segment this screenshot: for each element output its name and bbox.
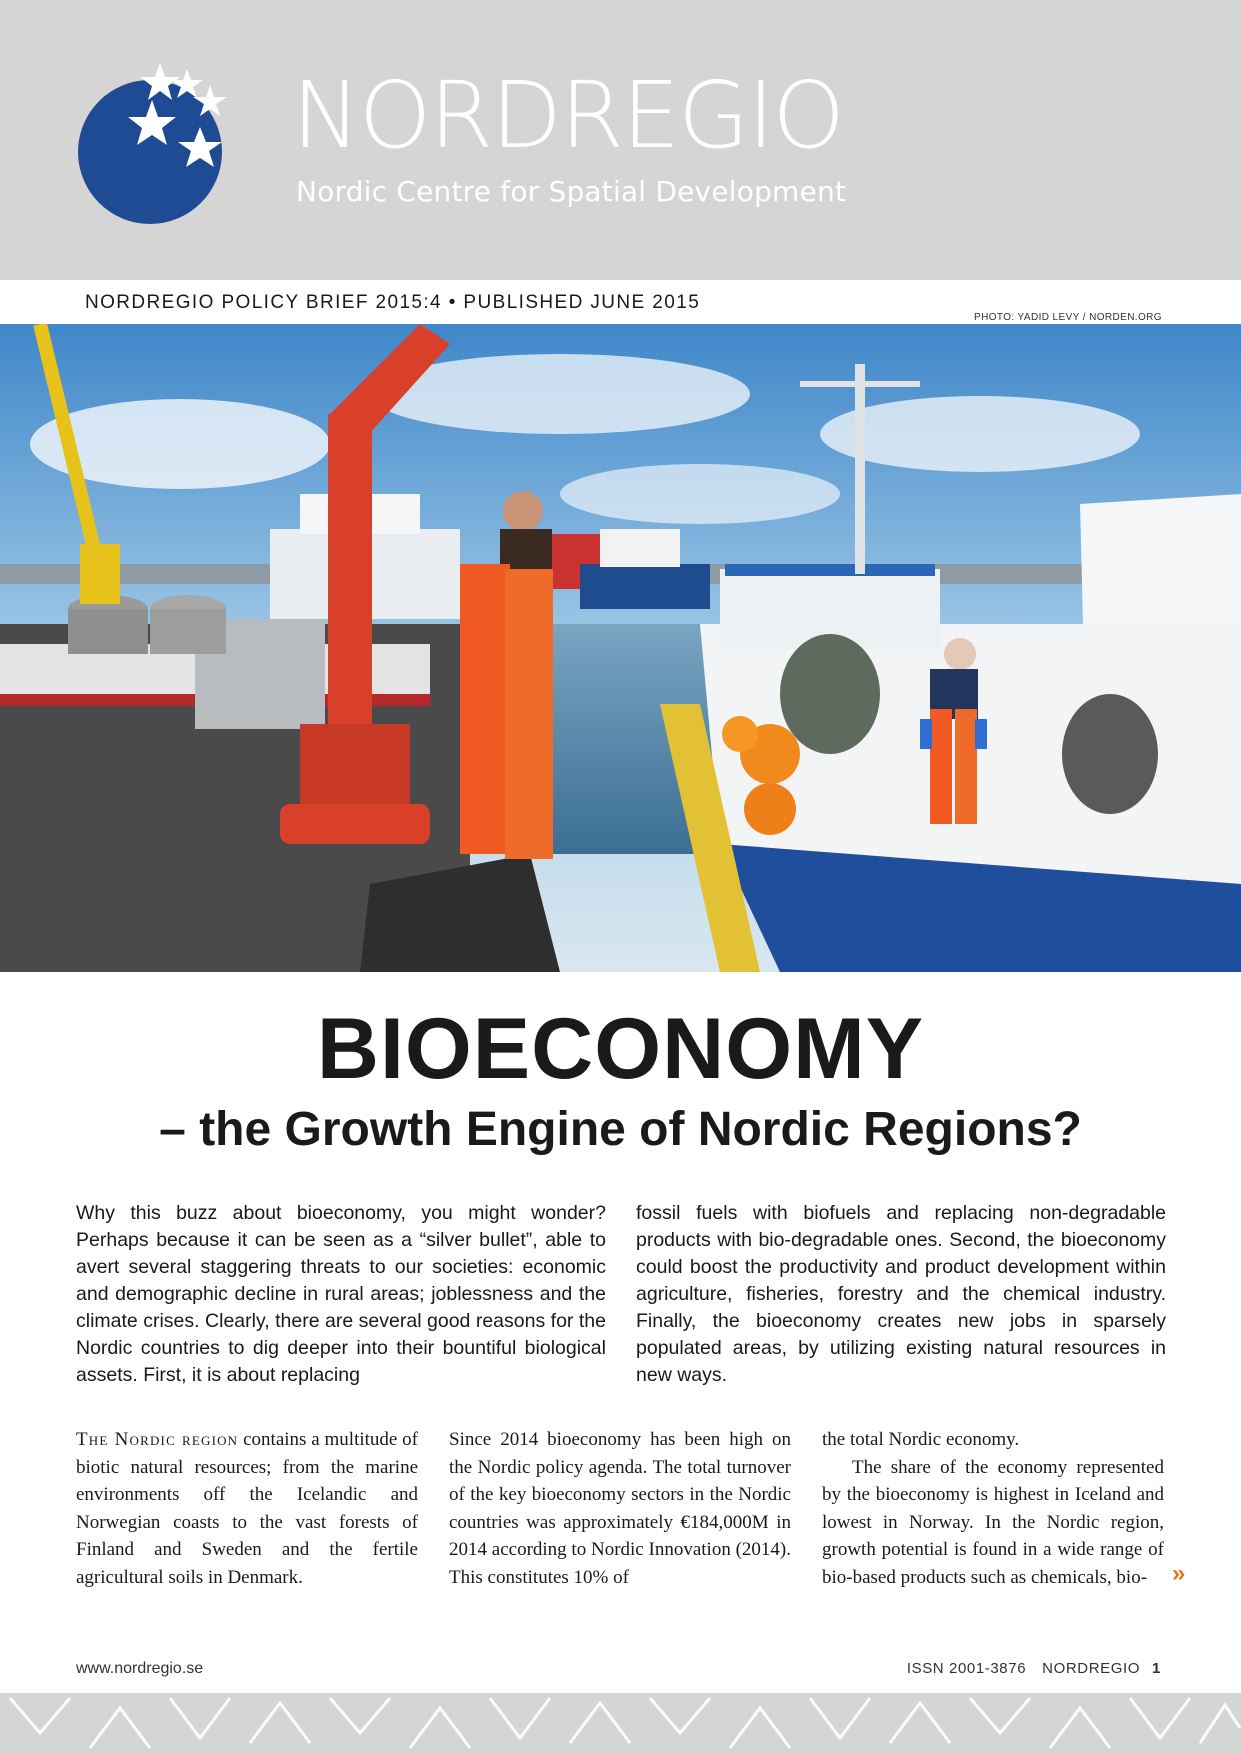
continue-arrow-icon: » <box>1172 1560 1186 1587</box>
footer-brand: NORDREGIO <box>1042 1660 1141 1677</box>
lead-paragraph-col2: fossil fuels with biofuels and replacing non-degradable products with bio-degradable ones. Second, the bioeconomy could boost the productivity and product development within agriculture, fisheries, forestry and the chemical industry. Finally, the bioeconomy creates new jobs in sparsely populated areas, by utilizing existing natural resources in new ways. <box>636 1202 1166 1386</box>
issn: ISSN 2001-3876 <box>906 1660 1027 1677</box>
body-text: the total Nordic economy. <box>822 1429 1020 1450</box>
photo-credit: PHOTO: YADID LEVY / NORDEN.ORG <box>974 312 1162 323</box>
section-run-in: The Nordic region <box>76 1429 239 1450</box>
body-text: contains a multitude of biotic natural resources; from the marine environments off the Icelandic and Norwegian coasts to the vast forests of Finland and Sweden and the fertile agricultural soils in Denmark. <box>76 1429 419 1588</box>
footer-meta <box>907 1660 1161 1677</box>
footer-url[interactable]: www.nordregio.se <box>76 1660 204 1677</box>
header-band <box>0 0 1241 280</box>
body-text: Since 2014 bioeconomy has been high on the Nordic policy agenda. The total turnover of the key bioeconomy sectors in the Nordic countries was approximately €184,000M in 2014 according to Nordic Innovation (2014). This constitutes 10% of <box>449 1429 791 1588</box>
body-column-3 <box>822 1426 1164 1591</box>
publication-line: NORDREGIO POLICY BRIEF 2015:4 • PUBLISHED JUNE 2015 <box>85 292 701 313</box>
article-subtitle: – the Growth Engine of Nordic Regions? <box>159 1103 1082 1156</box>
brand-tagline: Nordic Centre for Spatial Development <box>296 175 847 208</box>
body-column-1 <box>76 1426 418 1591</box>
body-column-2 <box>449 1426 791 1591</box>
nordregio-logo-icon <box>72 55 232 225</box>
page-number: 1 <box>1152 1660 1161 1677</box>
footer-band <box>0 1693 1241 1754</box>
body-text: The share of the economy represented by the bioeconomy is highest in Iceland and lowest in Norway. In the Nordic region, growth potential is found in a wide range of bio-based products such as chemicals, bio- <box>822 1456 1164 1588</box>
brand-name: NORDREGIO <box>292 62 843 169</box>
harbour-photo <box>0 324 1241 972</box>
lead-paragraph-col1: Why this buzz about bioeconomy, you might wonder? Perhaps because it can be seen as a “silver bullet”, able to avert several staggering threats to our societies: economic and demographic decline in rural areas; joblessness and the climate crises. Clearly, there are several good reasons for the Nordic countries to dig deeper into their bountiful biological assets. First, it is about replacing <box>76 1202 606 1386</box>
star-pattern-icon <box>0 1693 1241 1754</box>
article-title: BIOECONOMY <box>316 1001 925 1097</box>
